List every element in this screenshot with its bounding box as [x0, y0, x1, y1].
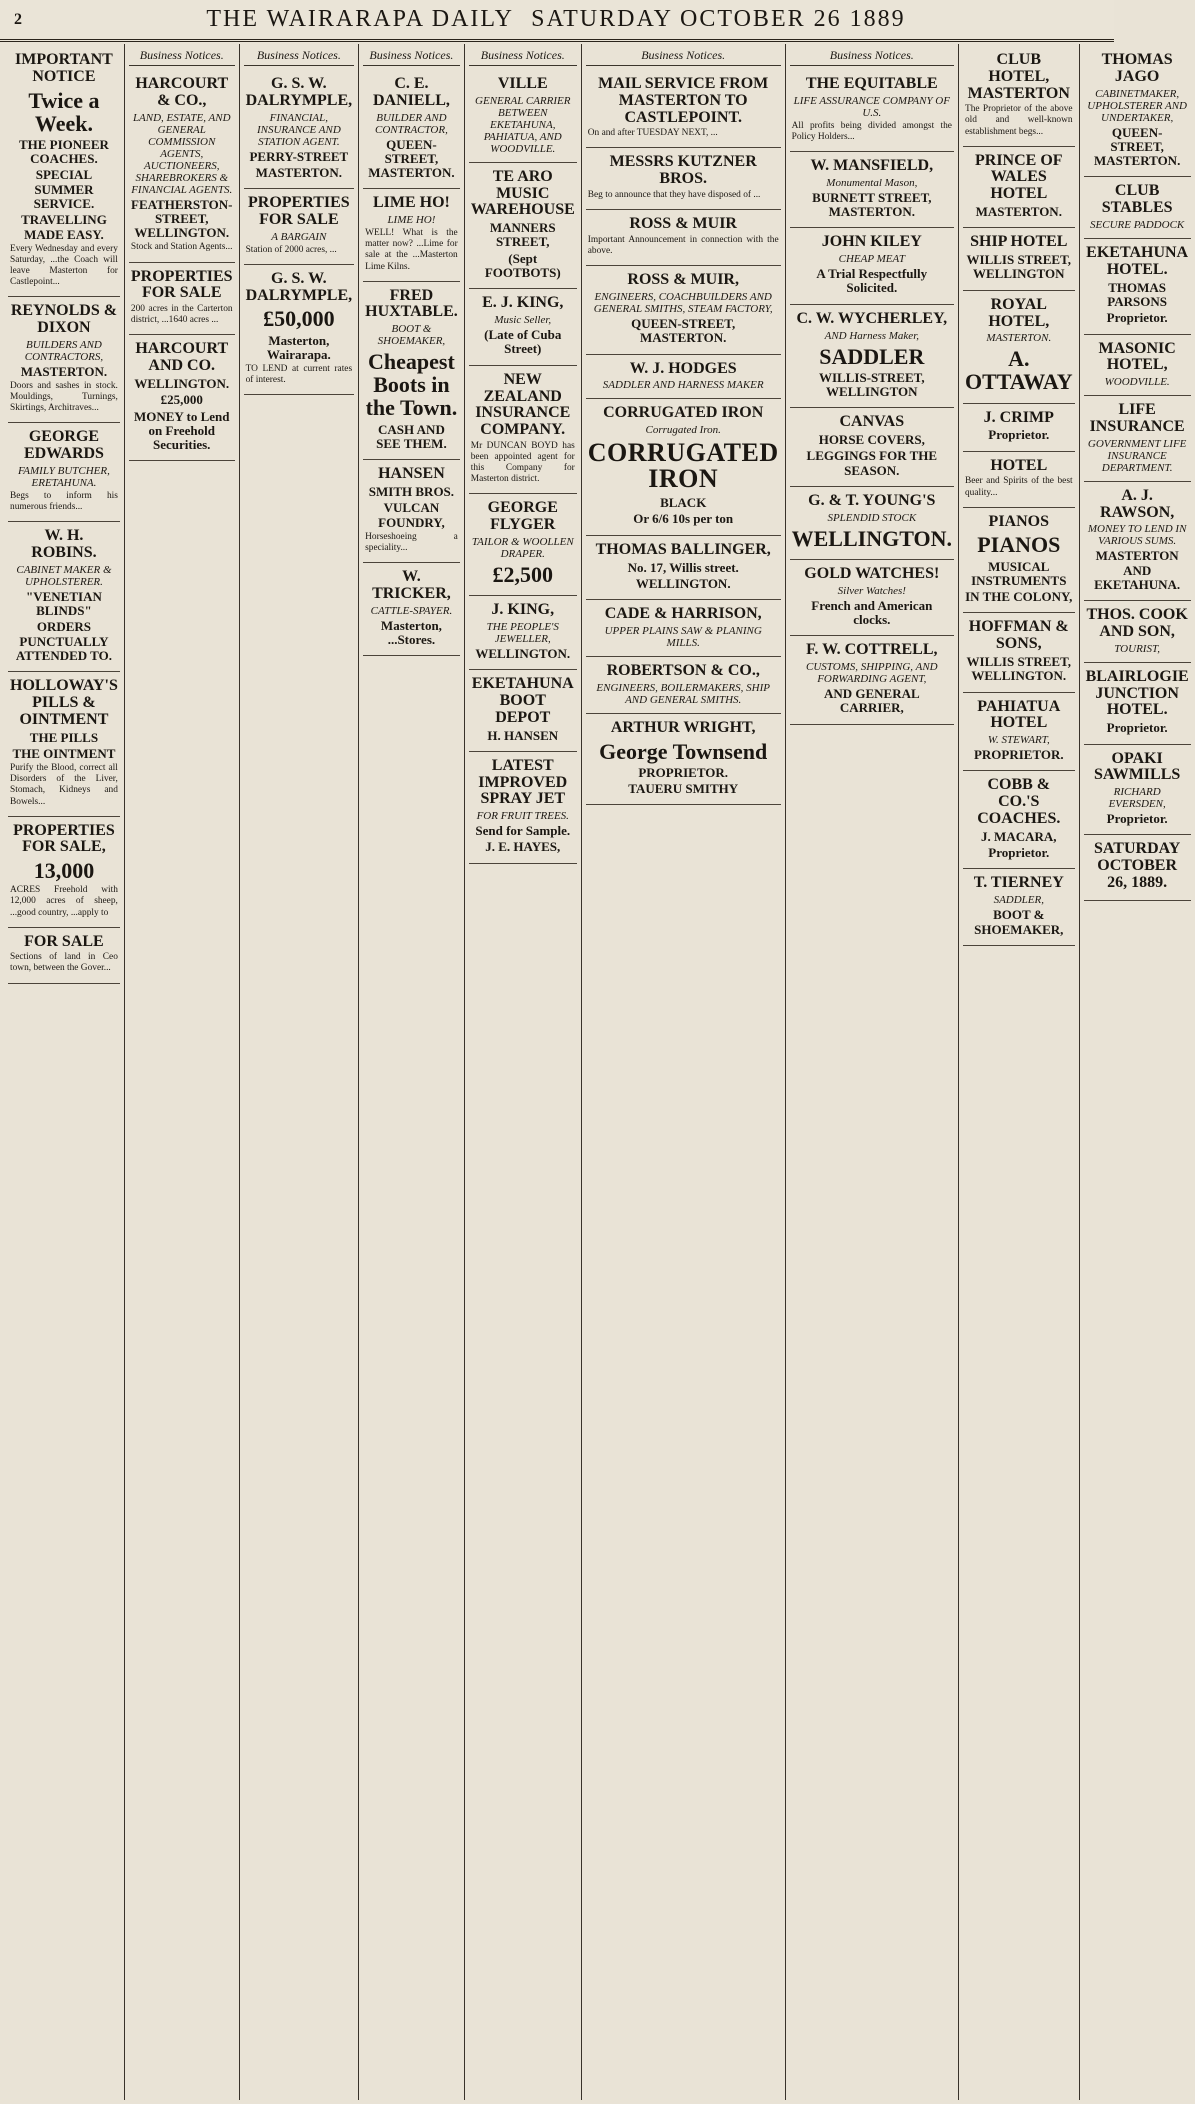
ad-subtitle: AND Harness Maker, — [824, 329, 920, 342]
ad-line: MONEY to Lend on Freehold Securities. — [133, 408, 230, 453]
ad-title: C. E. DANIELL, — [372, 75, 450, 109]
advertisement — [586, 536, 781, 600]
newspaper-columns — [4, 44, 1189, 2100]
ad-title: CANVAS — [839, 413, 905, 431]
ad-title: HOTEL — [990, 456, 1048, 474]
ad-title: E. J. KING, — [482, 294, 564, 312]
ad-title: W. MANSFIELD, — [810, 156, 934, 174]
ad-subtitle: ENGINEERS, BOILERMAKERS, SHIP AND GENERAL SMITHS. — [596, 681, 770, 706]
ad-line: MUSICAL INSTRUMENTS — [971, 558, 1067, 588]
ad-subtitle: Monumental Mason, — [826, 176, 918, 189]
ad-title: THE EQUITABLE — [805, 75, 938, 92]
advertisement — [1084, 745, 1191, 836]
ad-line: A Trial Respectfully Solicited. — [816, 266, 928, 296]
ad-title: G. S. W. DALRYMPLE, — [245, 269, 353, 304]
ad-title: TE ARO MUSIC WAREHOUSE — [470, 167, 575, 219]
ad-title: ARTHUR WRIGHT, — [610, 718, 756, 736]
column-3 — [240, 44, 360, 2100]
ad-line: Masterton, ...Stores. — [380, 617, 442, 647]
advertisement — [963, 771, 1075, 869]
ad-line: WELLINGTON. — [475, 645, 571, 661]
ad-subtitle: LIFE ASSURANCE COMPANY OF U.S. — [793, 94, 950, 119]
ad-title: PROPERTIES FOR SALE — [130, 267, 233, 302]
ad-line: TAUERU SMITHY — [628, 780, 739, 796]
ad-display-text: Twice a Week. — [28, 87, 100, 136]
column-4 — [359, 44, 465, 2100]
ad-body: Beg to announce that they have disposed of ... — [587, 190, 761, 201]
ad-line: VULCAN FOUNDRY, — [378, 500, 445, 530]
ad-line: LEGGINGS FOR THE SEASON. — [806, 448, 938, 478]
column-5 — [465, 44, 582, 2100]
advertisement — [790, 487, 954, 560]
advertisement — [586, 399, 781, 535]
ad-line: SMITH BROS. — [368, 483, 455, 499]
ad-line: MASTERTON AND EKETAHUNA. — [1094, 548, 1181, 592]
ad-subtitle: CABINET MAKER & UPHOLSTERER. — [16, 563, 112, 588]
ad-line: QUEEN-STREET, MASTERTON. — [631, 315, 736, 346]
ad-title: J. CRIMP — [983, 408, 1054, 426]
column-heading: Business Notices. — [586, 46, 781, 66]
ad-display-text: PIANOS — [977, 532, 1061, 558]
ad-body: Sections of land in Ceo town, between the Gover... — [10, 952, 118, 974]
ad-line: SPECIAL SUMMER SERVICE. — [33, 167, 95, 211]
ad-title: HARCOURT & CO., — [135, 75, 229, 109]
ad-body: Important Announcement in connection with the above. — [587, 234, 779, 257]
advertisement — [790, 305, 954, 408]
ad-title: HOLLOWAY'S PILLS & OINTMENT — [10, 677, 118, 728]
ad-title: GEORGE FLYGER — [487, 499, 558, 534]
ad-title: CORRUGATED IRON — [603, 404, 764, 422]
ad-title: VILLE — [497, 75, 548, 92]
ad-subtitle: LIME HO! — [387, 214, 436, 227]
ad-body: TO LEND at current rates of interest. — [245, 364, 353, 386]
ad-title: REYNOLDS & DIXON — [10, 302, 118, 337]
ad-subtitle: BUILDERS AND CONTRACTORS, — [24, 338, 104, 363]
advertisement — [963, 452, 1075, 508]
ad-subtitle: ENGINEERS, COACHBUILDERS AND GENERAL SMITHS, STEAM FACTORY, — [593, 290, 773, 315]
ad-line: MANNERS STREET, — [489, 220, 556, 250]
advertisement — [963, 508, 1075, 614]
advertisement — [469, 670, 577, 752]
ad-title: PRINCE OF WALES HOTEL — [975, 151, 1063, 203]
ad-title: NEW ZEALAND INSURANCE COMPANY. — [475, 370, 571, 439]
ad-line: £25,000 — [160, 392, 203, 408]
ad-title: COBB & CO.'S COACHES. — [977, 776, 1061, 828]
newspaper-title — [196, 6, 905, 33]
ad-title: IMPORTANT NOTICE — [15, 51, 113, 85]
ad-display-text: SADDLER — [819, 343, 925, 369]
ad-title: W. J. HODGES — [629, 359, 737, 377]
ad-body: The Proprietor of the above old and well-known establishment begs... — [964, 104, 1073, 137]
ad-title: PROPERTIES FOR SALE, — [13, 821, 115, 856]
ad-title: ROSS & MUIR — [629, 215, 737, 233]
ad-line: Or 6/6 10s per ton — [633, 511, 734, 527]
ad-title: A. J. RAWSON, — [1100, 486, 1175, 521]
ad-line: J. E. HAYES, — [485, 839, 561, 855]
ad-subtitle: FOR FRUIT TREES. — [476, 810, 569, 823]
ad-subtitle: WOODVILLE. — [1104, 376, 1170, 389]
ad-subtitle: A BARGAIN — [271, 230, 327, 243]
advertisement — [790, 228, 954, 304]
advertisement — [469, 289, 577, 365]
ad-line: Proprietor. — [988, 845, 1050, 861]
ad-body: WELL! What is the matter now? ...Lime for sale at the ...Masterton Lime Kilns. — [365, 228, 458, 272]
ad-title: JOHN KILEY — [821, 233, 922, 251]
ad-title: F. W. COTTRELL, — [806, 641, 938, 659]
column-7 — [786, 44, 959, 2100]
ad-subtitle: UPPER PLAINS SAW & PLANING MILLS. — [604, 624, 762, 649]
advertisement — [8, 46, 120, 297]
advertisement — [363, 70, 460, 189]
ad-body: Mr DUNCAN BOYD has been appointed agent for this Company for Masterton district. — [470, 440, 575, 485]
ad-title: LIFE INSURANCE — [1089, 401, 1185, 435]
ad-subtitle: THE PEOPLE'S JEWELLER, — [486, 620, 559, 645]
column-heading: Business Notices. — [469, 46, 577, 66]
advertisement — [586, 266, 781, 354]
ad-line: No. 17, Willis street. — [627, 559, 739, 575]
advertisement — [129, 70, 235, 263]
ad-line: IN THE COLONY, — [965, 589, 1073, 605]
ad-subtitle: GOVERNMENT LIFE INSURANCE DEPARTMENT. — [1087, 437, 1187, 474]
ad-title: HANSEN — [378, 465, 445, 483]
ad-line: "VENETIAN BLINDS" — [26, 588, 102, 619]
ad-title: MAIL SERVICE FROM MASTERTON TO CASTLEPOINT. — [598, 75, 769, 126]
ad-title: HOFFMAN & SONS, — [968, 618, 1069, 653]
advertisement — [363, 460, 460, 563]
advertisement — [363, 282, 460, 460]
column-heading: Business Notices. — [129, 46, 235, 66]
ad-subtitle: TAILOR & WOOLLEN DRAPER. — [471, 535, 574, 560]
ad-title: THOMAS JAGO — [1101, 51, 1173, 85]
ad-line: Masterton, Wairarapa. — [266, 332, 331, 362]
advertisement — [469, 596, 577, 670]
ad-body: Every Wednesday and every Saturday, ...the Coach will leave Masterton for Castlepoint... — [10, 243, 118, 288]
advertisement — [1084, 601, 1191, 663]
advertisement — [244, 265, 355, 395]
ad-title: G. S. W. DALRYMPLE, — [245, 75, 353, 109]
advertisement — [790, 408, 954, 487]
ad-title: FOR SALE — [24, 932, 104, 950]
column-heading: Business Notices. — [363, 46, 460, 66]
advertisement — [1084, 396, 1191, 482]
ad-body: Stock and Station Agents... — [130, 242, 233, 253]
ad-display-text: CORRUGATED IRON — [587, 438, 779, 494]
ad-title: LIME HO! — [372, 194, 450, 212]
advertisement — [363, 189, 460, 281]
ad-subtitle: Silver Watches! — [837, 584, 906, 597]
ad-line: MASTERTON. — [975, 204, 1062, 220]
advertisement — [1084, 835, 1191, 900]
ad-line: TRAVELLING MADE EASY. — [21, 212, 107, 242]
ad-body: Horseshoeing a speciality... — [365, 531, 458, 553]
column-6 — [582, 44, 786, 2100]
ad-line: AND GENERAL CARRIER, — [823, 686, 920, 716]
ad-line: Send for Sample. — [475, 823, 571, 839]
ad-body: Station of 2000 acres, ... — [245, 244, 337, 255]
advertisement — [8, 297, 120, 423]
ad-title: CADE & HARRISON, — [604, 605, 762, 623]
advertisement — [8, 928, 120, 984]
ad-title: OPAKI SAWMILLS — [1094, 749, 1181, 784]
advertisement — [586, 600, 781, 657]
ad-line: WELLINGTON. — [635, 575, 731, 591]
column-1 — [4, 44, 125, 2100]
ad-title: ROSS & MUIR, — [627, 271, 739, 289]
ad-title: BLAIRLOGIE JUNCTION HOTEL. — [1085, 667, 1189, 719]
ad-line: H. HANSEN — [487, 727, 559, 743]
ad-title: CLUB HOTEL, MASTERTON — [967, 51, 1070, 102]
ad-display-text: £2,500 — [492, 561, 553, 587]
ad-subtitle: TOURIST, — [1114, 642, 1161, 655]
advertisement — [963, 291, 1075, 404]
ad-display-text: WELLINGTON. — [791, 525, 952, 551]
ad-display-text: George Townsend — [599, 738, 768, 764]
advertisement — [8, 423, 120, 522]
ad-subtitle: CABINETMAKER, UPHOLSTERER AND UNDERTAKER, — [1087, 87, 1187, 124]
ad-line: THE PILLS — [29, 729, 99, 745]
ad-line: QUEEN-STREET, MASTERTON. — [1093, 124, 1181, 169]
advertisement — [586, 355, 781, 400]
ad-title: W. TRICKER, — [372, 568, 451, 602]
newspaper-name: THE WAIRARAPA DAILY — [206, 6, 514, 32]
ad-body: Beer and Spirits of the best quality... — [964, 476, 1073, 498]
ad-line: MASTERTON. — [255, 164, 343, 180]
ad-line: THE OINTMENT — [12, 745, 116, 761]
ad-title: ROYAL HOTEL, — [988, 295, 1050, 330]
advertisement — [1084, 482, 1191, 601]
ad-subtitle: RICHARD EVERSDEN, — [1108, 786, 1166, 811]
column-9 — [1080, 44, 1195, 2100]
issue-date: SATURDAY OCTOBER 26 1889 — [531, 6, 906, 32]
ad-subtitle: MASTERTON. — [986, 332, 1052, 345]
advertisement — [469, 163, 577, 290]
ad-display-text: A. OTTAWAY — [964, 346, 1073, 395]
ad-title: LATEST IMPROVED SPRAY JET — [478, 756, 568, 808]
ad-body: On and after TUESDAY NEXT, ... — [587, 128, 718, 139]
column-heading: Business Notices. — [244, 46, 355, 66]
ad-title: THOMAS BALLINGER, — [595, 540, 771, 558]
advertisement — [790, 636, 954, 724]
ad-line: J. MACARA, — [981, 828, 1057, 844]
ad-title: EKETAHUNA BOOT DEPOT — [471, 675, 574, 726]
advertisement — [1084, 46, 1191, 177]
ad-body: ACRES Freehold with 12,000 acres of sheep, ...good country, ...apply to — [10, 885, 118, 918]
ad-line: French and American clocks. — [811, 597, 933, 627]
ad-line: HORSE COVERS, — [818, 432, 925, 448]
ad-title: HARCOURT AND CO. — [135, 340, 229, 375]
advertisement — [469, 752, 577, 864]
ad-subtitle: Music Seller, — [494, 314, 552, 327]
ad-title: SATURDAY OCTOBER 26, 1889. — [1094, 840, 1181, 891]
ad-subtitle: LAND, ESTATE, AND GENERAL COMMISSION AGENTS, AUCTIONEERS, SHAREBROKERS & FINANCIAL AGENTS. — [131, 111, 233, 196]
advertisement — [1084, 177, 1191, 239]
ad-title: EKETAHUNA HOTEL. — [1086, 244, 1189, 278]
advertisement — [963, 613, 1075, 692]
ad-line: THE PIONEER COACHES. — [18, 136, 109, 167]
ad-line: ORDERS PUNCTUALLY ATTENDED TO. — [15, 619, 112, 663]
advertisement — [469, 70, 577, 163]
ad-line: WILLIS STREET, WELLINGTON — [966, 252, 1072, 282]
column-8 — [959, 44, 1080, 2100]
ad-title: ROBERTSON & CO., — [606, 661, 760, 679]
ad-display-text: 13,000 — [33, 858, 95, 884]
advertisement — [790, 560, 954, 636]
advertisement — [586, 714, 781, 805]
ad-subtitle: FAMILY BUTCHER, ERETAHUNA. — [18, 465, 110, 489]
ad-line: WILLIS STREET, WELLINGTON. — [966, 653, 1072, 684]
advertisement — [129, 335, 235, 461]
ad-display-text: £50,000 — [263, 306, 335, 332]
advertisement — [586, 210, 781, 266]
ad-line: PROPRIETOR. — [973, 747, 1064, 763]
ad-line: FEATHERSTON-STREET, WELLINGTON. — [131, 196, 233, 241]
ad-line: Proprietor. — [988, 427, 1050, 443]
ad-line: (Late of Cuba Street) — [484, 327, 562, 357]
advertisement — [363, 563, 460, 656]
advertisement — [1084, 335, 1191, 397]
ad-subtitle: SADDLER, — [993, 894, 1044, 907]
advertisement — [8, 522, 120, 672]
ad-body: Begs to inform his numerous friends... — [10, 491, 118, 513]
advertisement — [790, 152, 954, 228]
ad-line: THOMAS PARSONS — [1107, 279, 1167, 309]
ad-subtitle: CUSTOMS, SHIPPING, AND FORWARDING AGENT, — [806, 661, 938, 686]
advertisement — [1084, 663, 1191, 745]
ad-title: J. KING, — [491, 601, 555, 619]
ad-subtitle: CHEAP MEAT — [838, 253, 905, 266]
ad-line: WILLIS-STREET, WELLINGTON — [819, 369, 925, 399]
ad-line: Proprietor. — [1106, 720, 1168, 736]
ad-title: GOLD WATCHES! — [804, 564, 940, 582]
ad-title: PROPERTIES FOR SALE — [248, 194, 350, 228]
ad-title: SHIP HOTEL — [970, 233, 1068, 251]
ad-subtitle: GENERAL CARRIER BETWEEN EKETAHUNA, PAHIATUA, AND WOODVILLE. — [475, 94, 571, 155]
ad-subtitle: CATTLE-SPAYER. — [370, 604, 453, 617]
advertisement — [586, 70, 781, 148]
ad-line: WELLINGTON. — [134, 375, 230, 391]
ad-subtitle: FINANCIAL, INSURANCE AND STATION AGENT. — [256, 111, 341, 148]
advertisement — [8, 817, 120, 928]
advertisement — [469, 494, 577, 596]
ad-line: PROPRIETOR. — [638, 764, 729, 780]
advertisement — [586, 148, 781, 210]
ad-body: 200 acres in the Carterton district, ...1640 acres ... — [130, 304, 233, 326]
ad-title: MESSRS KUTZNER BROS. — [609, 153, 757, 188]
advertisement — [8, 672, 120, 816]
ad-title: THOS. COOK AND SON, — [1086, 606, 1188, 641]
advertisement — [963, 147, 1075, 229]
ad-title: C. W. WYCHERLEY, — [796, 309, 948, 327]
ad-body: All profits being divided amongst the Policy Holders... — [791, 120, 952, 142]
advertisement — [963, 693, 1075, 772]
ad-title: W. H. ROBINS. — [31, 527, 97, 561]
advertisement — [244, 70, 355, 189]
ad-body: Doors and sashes in stock. Mouldings, Turnings, Skirtings, Architraves... — [10, 381, 118, 414]
ad-subtitle: Corrugated Iron. — [645, 424, 721, 437]
ad-title: MASONIC HOTEL, — [1098, 339, 1176, 374]
ad-line: PERRY-STREET — [249, 148, 349, 164]
ad-subtitle: SECURE PADDOCK — [1090, 219, 1185, 232]
advertisement — [963, 228, 1075, 290]
column-2 — [125, 44, 240, 2100]
ad-title: CLUB STABLES — [1101, 182, 1173, 217]
ad-subtitle: SADDLER AND HARNESS MAKER — [602, 379, 764, 392]
advertisement — [963, 404, 1075, 452]
ad-body: Purify the Blood, correct all Disorders of the Liver, Stomach, Kidneys and Bowels... — [10, 763, 118, 807]
ad-line: Proprietor. — [1106, 811, 1168, 827]
ad-title: FRED HUXTABLE. — [365, 286, 458, 321]
ad-subtitle: BOOT & SHOEMAKER, — [377, 323, 446, 348]
ad-title: G. & T. YOUNG'S — [808, 491, 936, 509]
advertisement — [244, 189, 355, 265]
ad-line: BOOT & SHOEMAKER, — [974, 907, 1064, 937]
ad-line: CASH AND SEE THEM. — [376, 421, 447, 451]
ad-line: BURNETT STREET, MASTERTON. — [812, 189, 932, 220]
ad-subtitle: BUILDER AND CONTRACTOR, — [375, 111, 448, 136]
advertisement — [586, 657, 781, 714]
ad-subtitle: SPLENDID STOCK — [827, 511, 917, 524]
ad-line: BLACK — [660, 495, 707, 511]
advertisement — [963, 46, 1075, 147]
masthead — [0, 0, 1114, 42]
ad-line: MASTERTON. — [20, 363, 108, 379]
advertisement — [963, 869, 1075, 945]
ad-line: QUEEN-STREET, MASTERTON. — [368, 136, 455, 181]
page-number: 2 — [14, 10, 22, 28]
ad-display-text: Cheapest Boots in the Town. — [365, 349, 458, 421]
ad-title: PAHIATUA HOTEL — [977, 697, 1061, 732]
column-heading: Business Notices. — [790, 46, 954, 66]
advertisement — [1084, 239, 1191, 334]
ad-subtitle: MONEY TO LEND IN VARIOUS SUMS. — [1087, 523, 1187, 548]
advertisement — [469, 366, 577, 495]
ad-line: (Sept FOOTBOTS) — [484, 250, 561, 281]
ad-title: T. TIERNEY — [973, 874, 1064, 892]
advertisement — [790, 70, 954, 152]
ad-title: GEORGE EDWARDS — [23, 428, 104, 463]
advertisement — [129, 263, 235, 336]
ad-subtitle: W. STEWART, — [987, 734, 1050, 747]
ad-title: PIANOS — [988, 512, 1049, 530]
ad-line: Proprietor. — [1106, 310, 1168, 326]
